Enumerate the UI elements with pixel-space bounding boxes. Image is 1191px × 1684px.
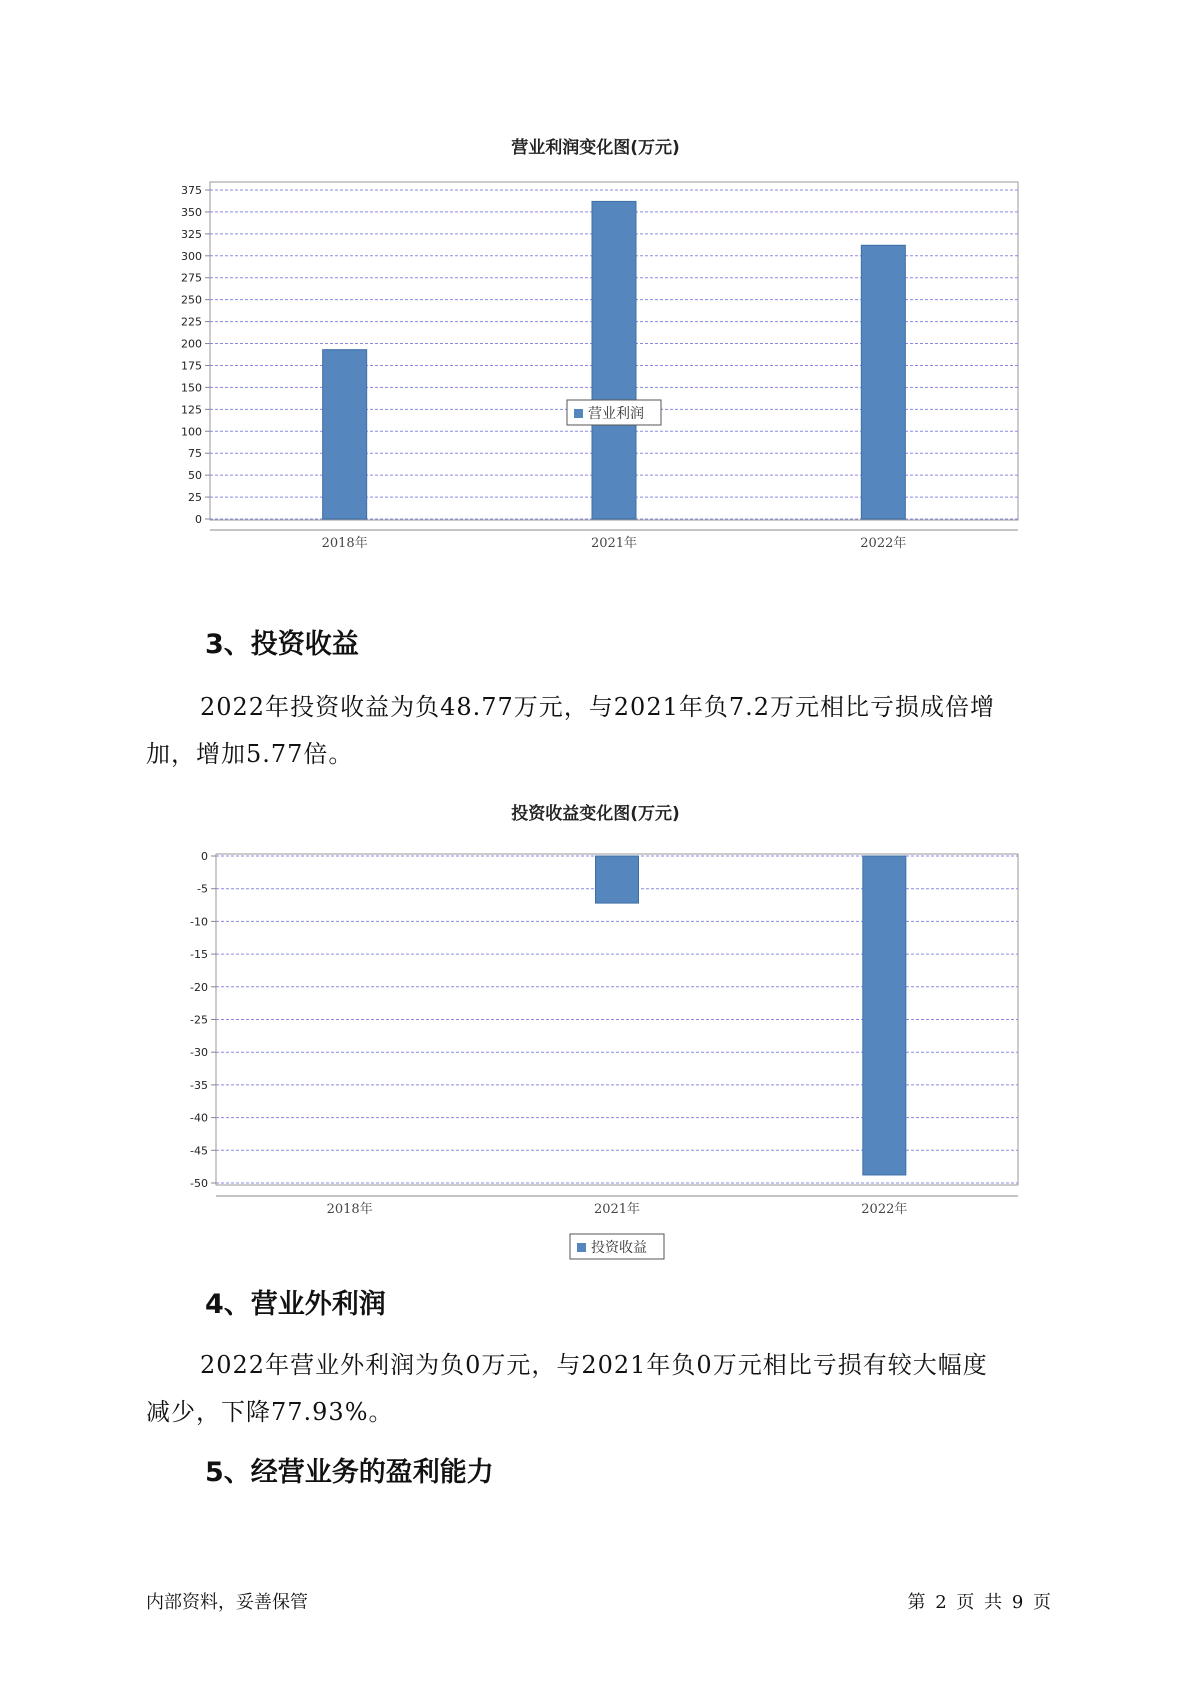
y-tick-label: 50: [188, 469, 202, 483]
legend-label: 投资收益: [591, 1240, 647, 1256]
operating-profit-chart: [0, 162, 1191, 552]
y-tick-label: 25: [188, 491, 202, 505]
y-tick-label: 75: [188, 447, 202, 461]
section3-heading: 3、投资收益: [205, 629, 359, 660]
y-tick-label: -25: [190, 1013, 208, 1027]
y-tick-label: -30: [190, 1046, 208, 1060]
y-tick-label: 0: [195, 513, 202, 526]
y-tick-label: 175: [181, 359, 202, 373]
y-tick-label: 125: [181, 403, 202, 417]
y-tick-label: -45: [190, 1144, 208, 1158]
bar-2021年: [592, 201, 636, 519]
bar-2021年: [596, 856, 639, 903]
x-category-label: 2022年: [860, 536, 907, 551]
investment-income-chart: [0, 826, 1191, 1256]
y-tick-label: 225: [181, 315, 202, 329]
footer-page-number: 第 2 页 共 9 页: [907, 1592, 1051, 1613]
legend-swatch: [574, 409, 583, 418]
legend: [567, 400, 661, 425]
section3-paragraph: [146, 684, 1046, 778]
bar-2018年: [323, 350, 367, 519]
y-tick-label: 250: [181, 293, 202, 307]
section3-line2: 加，增加5.77倍。: [146, 740, 354, 768]
y-tick-label: -10: [190, 915, 208, 929]
chart2-title: 投资收益变化图(万元): [511, 804, 680, 824]
legend-swatch: [577, 1243, 586, 1252]
y-tick-label: 100: [181, 425, 202, 439]
section4-paragraph: [146, 1342, 1046, 1436]
x-category-label: 2018年: [321, 536, 368, 551]
legend-label: 营业利润: [588, 406, 644, 422]
section4-line2: 减少，下降77.93%。: [146, 1398, 394, 1426]
y-tick-label: 0: [201, 850, 208, 863]
x-category-label: 2022年: [861, 1202, 908, 1217]
y-tick-label: -5: [197, 882, 208, 896]
bar-2022年: [861, 245, 905, 519]
y-tick-label: 150: [181, 381, 202, 395]
y-tick-label: 325: [181, 227, 202, 241]
y-tick-label: -40: [190, 1111, 208, 1125]
y-tick-label: 350: [181, 205, 202, 219]
y-tick-label: -35: [190, 1078, 208, 1092]
section5-heading: 5、经营业务的盈利能力: [205, 1457, 494, 1488]
chart1-title: 营业利润变化图(万元): [511, 138, 680, 158]
y-tick-label: 200: [181, 337, 202, 351]
section4-line1: 2022年营业外利润为负0万元，与2021年负0万元相比亏损有较大幅度: [200, 1351, 988, 1379]
y-tick-label: 375: [181, 184, 202, 197]
section3-line1: 2022年投资收益为负48.77万元，与2021年负7.2万元相比亏损成倍增: [200, 693, 996, 721]
x-category-label: 2021年: [593, 1202, 641, 1217]
y-tick-label: -20: [190, 980, 208, 994]
x-category-label: 2021年: [590, 536, 638, 551]
y-tick-label: -50: [190, 1177, 208, 1190]
legend: [570, 1234, 664, 1259]
y-tick-label: -15: [190, 948, 208, 962]
y-tick-label: 275: [181, 271, 202, 285]
y-tick-label: 300: [181, 249, 202, 263]
x-category-label: 2018年: [326, 1202, 373, 1217]
footer-confidential-note: 内部资料，妥善保管: [146, 1592, 308, 1613]
section4-heading: 4、营业外利润: [205, 1289, 386, 1320]
bar-2022年: [863, 856, 906, 1175]
